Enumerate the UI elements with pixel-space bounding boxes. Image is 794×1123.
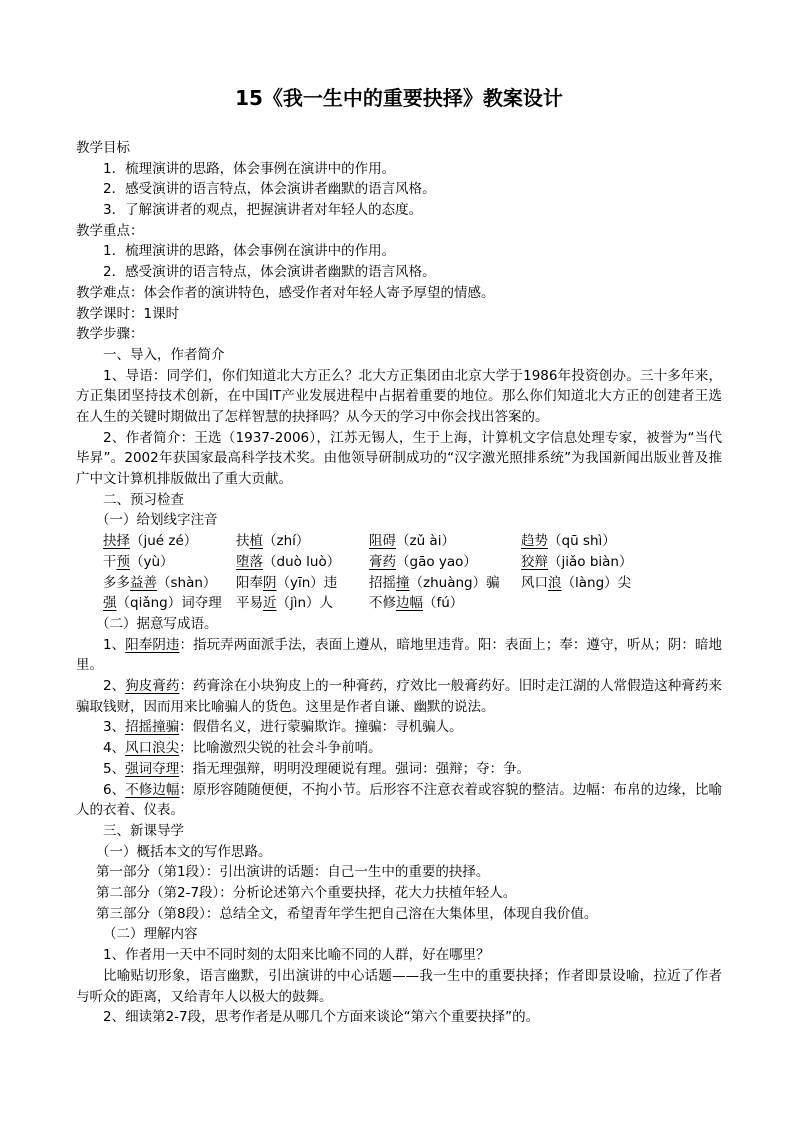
idiom-item: 2、狗皮膏药：药膏涂在小块狗皮上的一种膏药，疗效比一般膏药好。旧时走江湖的人常假造这种膏药来骗取钱财，因而用来比喻骗人的货色。这里是作者自谦、幽默的说法。 <box>76 678 723 715</box>
idiom-item: 1、阳奉阴违：指玩弄两面派手法，表面上遵从，暗地里违背。阳：表面上；奉：遵守，听从；阴：暗地里。 <box>76 636 723 674</box>
pinyin-cell: 干预（yù） <box>103 553 174 570</box>
question-2: 2、细读第2-7段，思考作者是从哪几个方面来谈论“第六个重要抉择”的。 <box>103 1009 540 1026</box>
intro-paragraph: 1、导语：同学们，你们知道北大方正么？北大方正集团由北京大学于1986年投资创办。三十多年来，方正集团坚持技术创新，在中国IT产业发展进程中占据着重要的地位。那么你们知道北大方正的创建者王选在人生的关键时期做出了怎样智慧的抉择吗？从今天的学习中你会找出答案的。 <box>76 367 722 425</box>
section3-sub1: （一）概括本文的写作思路。 <box>96 843 272 860</box>
key-point-item: 2．感受演讲的语言特点，体会演讲者幽默的语言风格。 <box>103 264 436 281</box>
pinyin-cell: 趋势（qū shì） <box>521 533 616 550</box>
pinyin-cell: 阳奉阴（yīn）违 <box>236 574 338 591</box>
question-1: 1、作者用一天中不同时刻的太阳来比喻不同的人群，好在哪里？ <box>103 947 490 964</box>
section2-heading: 二、预习检查 <box>103 491 184 508</box>
pinyin-cell: 扶植（zhí） <box>236 533 310 550</box>
pinyin-cell: 堕落（duò luò） <box>236 553 341 570</box>
pinyin-cell: 强（qiǎng）词夺理 <box>103 595 222 612</box>
idiom-item: 3、招摇撞骗：假借名义，进行蒙骗欺诈。撞骗：寻机骗人。 <box>103 719 463 736</box>
pinyin-cell: 抉择（jué zé） <box>103 533 198 550</box>
goal-item: 1．梳理演讲的思路，体会事例在演讲中的作用。 <box>103 160 396 177</box>
pinyin-cell: 风口浪（làng）尖 <box>521 574 632 591</box>
structure-part: 第三部分（第8段）：总结全文，希望青年学生把自己溶在大集体里，体现自我价值。 <box>96 905 598 922</box>
steps-heading: 教学步骤： <box>76 326 144 343</box>
key-points-heading: 教学重点： <box>76 222 144 239</box>
idiom-item: 4、风口浪尖：比喻激烈尖锐的社会斗争前哨。 <box>103 740 382 757</box>
section3-heading: 三、新课导学 <box>103 822 184 839</box>
pinyin-cell: 阻碍（zǔ ài） <box>369 533 455 550</box>
document-title: 15《我一生中的重要抉择》教案设计 <box>235 86 563 110</box>
pinyin-cell <box>521 593 701 614</box>
structure-part: 第二部分（第2-7段）：分析论述第六个重要抉择，花大力扶植年轻人。 <box>96 885 517 902</box>
hours-line: 教学课时：1课时 <box>76 305 180 322</box>
section1-heading: 一、导入，作者简介 <box>103 346 225 363</box>
goal-item: 3．了解演讲者的观点，把握演讲者对年轻人的态度。 <box>103 202 423 219</box>
idiom-item: 6、不修边幅：原形容随随便便，不拘小节。后形容不注意衣着或容貌的整洁。边幅：布帛的边缘，比喻人的衣着、仪表。 <box>76 781 723 819</box>
pinyin-cell: 招摇撞（zhuàng）骗 <box>369 574 500 591</box>
pinyin-cell: 狡辩（jiǎo biàn） <box>521 553 633 570</box>
pinyin-cell: 不修边幅（fú） <box>369 595 464 612</box>
key-point-item: 1．梳理演讲的思路，体会事例在演讲中的作用。 <box>103 243 396 260</box>
pinyin-cell: 多多益善（shàn） <box>103 574 217 591</box>
document-body <box>76 138 722 1028</box>
pinyin-grid <box>76 531 722 614</box>
goal-item: 2．感受演讲的语言特点，体会演讲者幽默的语言风格。 <box>103 181 436 198</box>
section2-sub1: （一）给划线字注音 <box>96 512 218 529</box>
author-paragraph: 2、作者简介：王选（1937-2006），江苏无锡人，生于上海，计算机文字信息处理专家，被誉为“当代毕昇”。2002年获国家最高科学技术奖。由他领导研制成功的“汉字激光照排系统”为我国新闻出版业普及推广中文计算机排版做出了重大贡献。 <box>76 429 722 488</box>
section2-sub2: （二）据意写成语。 <box>96 615 218 632</box>
section3-sub2: （二）理解内容 <box>103 926 198 943</box>
goals-heading: 教学目标 <box>76 140 130 156</box>
answer-1: 比喻贴切形象，语言幽默，引出演讲的中心话题——我一生中的重要抉择；作者即景设喻，拉近了作者与听众的距离，又给青年人以极大的鼓舞。 <box>76 967 722 1005</box>
pinyin-cell: 平易近（jìn）人 <box>236 595 334 612</box>
difficulty-line: 教学难点：体会作者的演讲特色，感受作者对年轻人寄予厚望的情感。 <box>76 284 495 301</box>
structure-part: 第一部分（第1段）：引出演讲的话题：自己一生中的重要的抉择。 <box>96 864 490 881</box>
pinyin-cell: 膏药（gāo yao） <box>369 553 477 570</box>
idiom-item: 5、强词夺理：指无理强辩，明明没理硬说有理。强词：强辩；夺：争。 <box>103 760 531 777</box>
